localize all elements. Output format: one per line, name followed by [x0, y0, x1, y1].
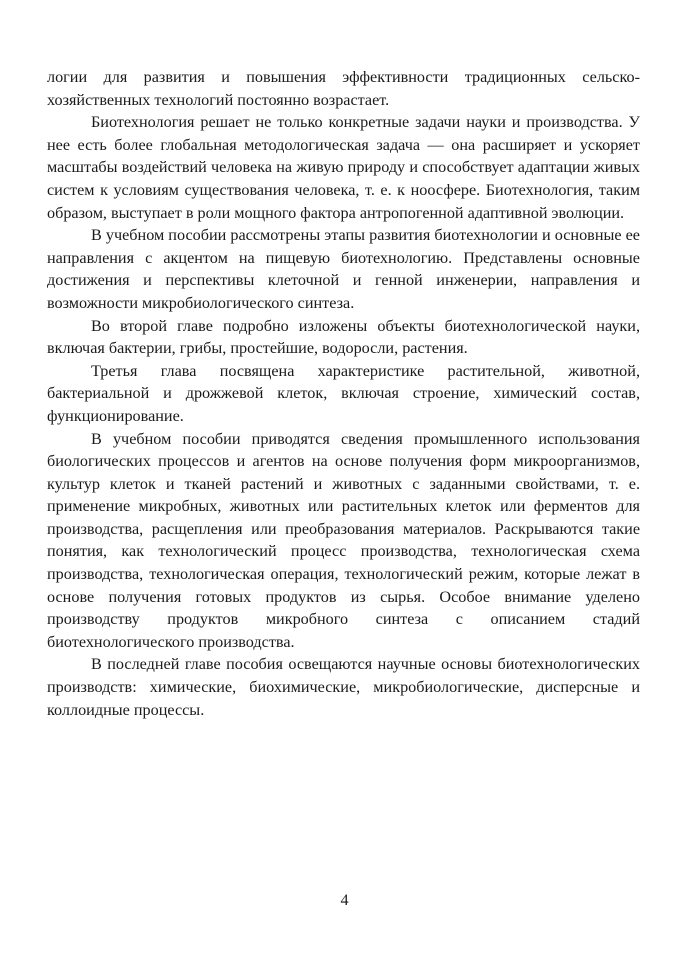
- paragraph-5: Третья глава посвящена характеристике растительной, животной, бактериальной и дрожжевой клеток, включая строение, химический состав, функционирование.: [47, 361, 640, 425]
- paragraph-4: Во второй главе подробно изложены объекты биотехнологической науки, включая бактерии, грибы, простейшие, водоросли, растения.: [47, 316, 640, 358]
- paragraph-2: Биотехнология решает не только конкретные задачи науки и производства. У нее есть более глобальная методологическая задача — она расширяет и ускоряет масштабы воздействий человека на живую природу и способствует адаптации живых систем к условиям существования человека, т. е. к ноосфере. Биотехнология, таким образом, выступает в роли мощного фактора антропогенной адаптивной эволюции.: [47, 113, 640, 222]
- paragraph-3: В учебном пособии рассмотрены этапы развития биотехнологии и основные ее направления с акцентом на пищевую биотехнологию. Представлены основные достижения и перспективы клеточной и генной инженерии, направления и возможности микробиологического синтеза.: [47, 226, 640, 312]
- page-body: [47, 66, 640, 721]
- paragraph-1: логии для развития и повышения эффективности традиционных сельскохозяйственных технологий постоянно возрастает.: [47, 68, 640, 109]
- paragraph-6: В учебном пособии приводятся сведения промышленного использования биологических процессов и агентов на основе получения форм микроорганизмов, культур клеток и тканей растений и животных с заданными свойствами, т. е. применение микробных, животных или растительных клеток или ферментов для производства, расщепления или преобразования материалов. Раскрываются такие понятия, как технологический процесс производства, технологическая схема производства, технологическая операция, технологический режим, которые лежат в основе получения готовых продуктов из сырья. Особое внимание уделено производству продуктов микробного синтеза с описанием стадий биотехнологического производства.: [47, 429, 640, 651]
- page-number: 4: [340, 891, 349, 909]
- paragraph-7: В последней главе пособия освещаются научные основы биотехнологических производств: химические, биохимические, микробиологические, дисперсные и коллоидные процессы.: [47, 655, 640, 719]
